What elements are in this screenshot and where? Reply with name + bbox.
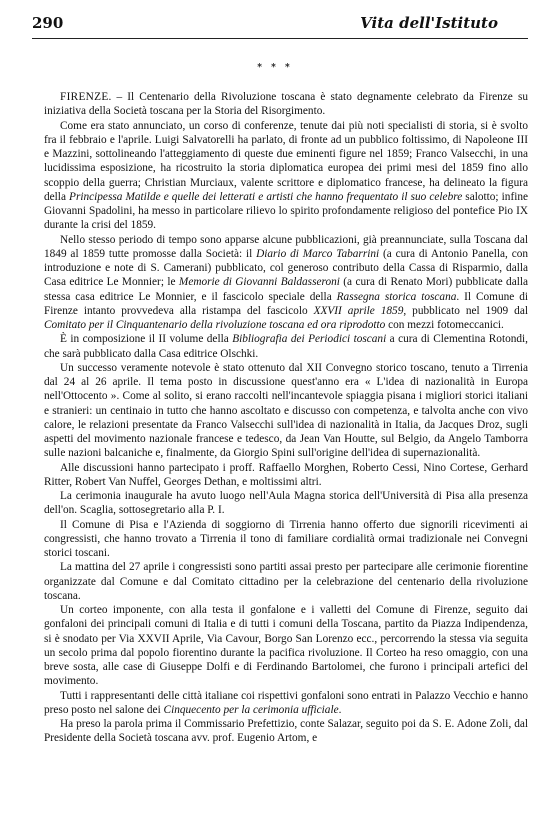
text-run: (a cura di Renato Mori) pubblicate dalla stessa casa editrice Le Monnier, e il fascicolo speciale della [44, 276, 529, 303]
text-run: Il Comune di Pisa e l'Azienda di soggiorno di Tirrenia hanno offerto due signorili ricevimenti ai congressisti, che hanno trovato a Tirrenia il tono di familiare cordialità ormai tradizionale nei Convegni storici toscani. [44, 518, 528, 559]
header-rule [32, 38, 528, 39]
text-run: Come era stato annunciato, un corso di conferenze, tenute dai più noti specialisti di storia, si è svolto fra il febbraio e l'aprile. Luigi Salvatorelli ha parlato, di fronte ad un pubblico foltissimo, di Napoleone III e Mazzini, sottolineando l'atteggiamento di queste due eminenti figure nel 1859; Franco Valsecchi, in una lucidissima esposizione, ha ricostruito la storia diplomatica europea dei primi mesi del 1859 fino allo scoppio della guerra; Christian Murciaux, valente scrittore e diplomatico francese, ha delineato la figura della [44, 119, 528, 203]
italic-text-run: Principessa Matilde e quelle dei letterati e artisti che hanno frequentato il suo celebre [69, 190, 463, 203]
body-text [44, 90, 528, 746]
text-run: Un successo veramente notevole è stato ottenuto dal XII Convegno storico toscano, tenuto a Tirrenia dal 24 al 26 aprile. Il tema posto in discussione quest'anno era « L'idea di nazionalità in Europa nell'Ottocento ». Come al solito, si erano raccolti nell'incantevole spiaggia pisana i migliori storici italiani e stranieri: un centinaio in tutto che hanno ascoltato e discusso con competenza, e talvolta anche con vivo calore, le relazioni presentate da Franco Valsecchi sull'idea di nazionalità in Italia, da Jacques Droz, sugli aspetti del movimento nazionale francese e tedesco, da Jean Van Houtte, sul Belgio, da Angelo Tamborra sulle nazioni balcaniche e, finalmente, da Giorgio Spini sull'origine dell'idea di supernazionalità. [44, 361, 528, 460]
text-run: . Il Comune di Firenze intanto provvedeva alla ristampa del fascicolo [44, 290, 528, 317]
italic-text-run: Memorie di Giovanni Baldasseroni [178, 276, 340, 289]
text-run: . – Il Centenario della Rivoluzione toscana è stato degnamente celebrato da Firenze su iniziativa della Società toscana per la Storia del Risorgimento. [44, 91, 528, 118]
text-run: La mattina del 27 aprile i congressisti sono partiti assai presto per partecipare alle cerimonie fiorentine organizzate dal Comune e dal Comitato cittadino per la celebrazione del centenario della rivoluzione toscana. [44, 561, 528, 602]
text-run: Alle discussioni hanno partecipato i proff. Raffaello Morghen, Roberto Cessi, Nino Cortese, Gerhard Ritter, Robert Van Nuffel, Georges Dethan, e moltissimi altri. [44, 461, 528, 488]
text-run: Tutti i rappresentanti delle città italiane coi rispettivi gonfaloni sono entrati in Palazzo Vecchio e hanno preso posto nel salone dei [44, 689, 528, 716]
text-run: Un corteo imponente, con alla testa il gonfalone e i valletti del Comune di Firenze, seguito dai gonfaloni dei principali comuni di Italia e di tutti i comuni della Toscana, partito da Piazza Indipendenza, si è snodato per Via XXVII Aprile, Via Cavour, Borgo San Lorenzo ecc., percorrendo la stessa via seguita un secolo prima dal popolo fiorentino durante la pacifica rivoluzione. Il Corteo ha reso omaggio, con una breve sosta, alle case di Giuseppe Dolfi e di Ferdinando Bartolomei, che furono i principali artefici del movimento. [44, 604, 528, 688]
paragraph [44, 689, 528, 718]
italic-text-run: Diario di Marco Tabarrini [256, 247, 380, 260]
paragraph [44, 717, 528, 746]
text-run: , pubblicato nel 1909 dal [403, 304, 528, 317]
section-separator: * * * [257, 63, 293, 73]
italic-text-run: Bibliografia dei Periodici toscani [232, 333, 387, 346]
text-run: . [338, 703, 342, 716]
text-run: con mezzi fotomeccanici. [385, 319, 504, 331]
paragraph [44, 603, 528, 689]
italic-text-run: Rassegna storica toscana [336, 290, 457, 303]
running-title: Vita dell'Istituto [360, 14, 498, 32]
text-run: È in composizione il II volume della [60, 333, 233, 346]
paragraph [44, 119, 528, 233]
italic-text-run: Cinquecento per la cerimonia ufficiale [163, 703, 339, 716]
paragraph [44, 461, 528, 490]
paragraph [44, 489, 528, 518]
text-run: Nello stesso periodo di tempo sono apparse alcune pubblicazioni, già preannunciate, sulla Toscana dal 1849 al 1859 tutte promosse dalla Società: il [44, 233, 528, 260]
paragraph [44, 560, 528, 603]
text-run: FIRENZE [60, 91, 109, 103]
text-run: (a cura di Antonio Panella, con introduzione e note di S. Camerani) pubblicato, col generoso contributo della Cassa di Risparmio, dalla Casa editrice Le Monnier; le [44, 247, 529, 289]
page-number: 290 [32, 14, 64, 32]
italic-text-run: XXVII aprile 1859 [313, 304, 404, 317]
text-run: La cerimonia inaugurale ha avuto luogo nell'Aula Magna storica dell'Università di Pisa alla presenza dell'on. Scaglia, sottosegretario alla P. I. [44, 490, 528, 517]
text-run: Ha preso la parola prima il Commissario Prefettizio, conte Salazar, seguito poi da S. E. Adone Zoli, dal Presidente della Società toscana avv. prof. Eugenio Artom, e [44, 718, 528, 745]
paragraph [44, 90, 528, 119]
italic-text-run: Comitato per il Cinquantenario della rivoluzione toscana ed ora riprodotto [44, 319, 386, 331]
text-run: a cura di Clementina Rotondi, che sarà pubblicato dalla Casa editrice Olschki. [44, 333, 529, 360]
text-run: salotto; infine Giovanni Spadolini, ha messo in particolare rilievo lo spirito profondamente religioso del pontefice Pio IX durante la crisi del 1859. [44, 190, 529, 232]
running-header [32, 14, 528, 36]
paragraph [44, 518, 528, 561]
paragraph [44, 361, 528, 461]
paragraph [44, 332, 528, 361]
paragraph [44, 233, 528, 333]
